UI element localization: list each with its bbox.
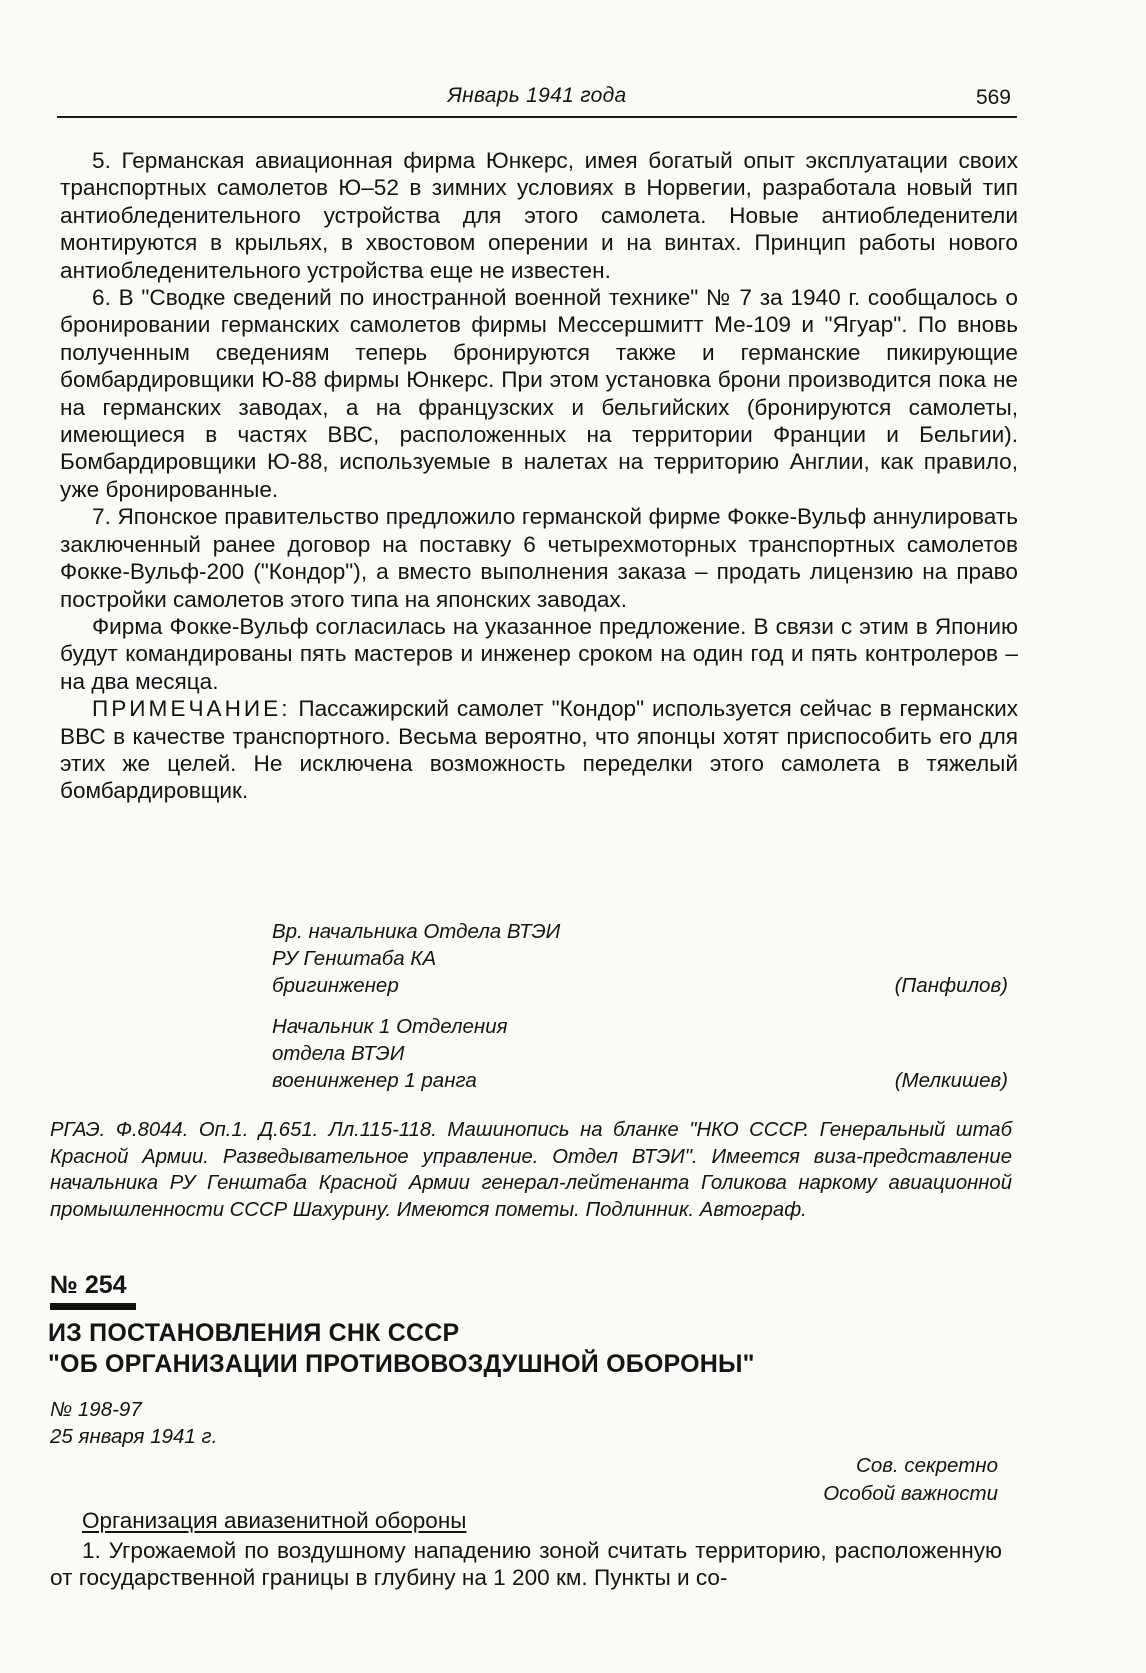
classification-line: Сов. секретно — [856, 1454, 998, 1477]
paragraph-focke-wulf: Фирма Фокке-Вульф согласилась на указанное предложение. В связи с этим в Японию будут командированы пять мастеров и инженер сроком на один год и пять контролеров – на два месяца. — [60, 613, 1018, 694]
note-label: ПРИМЕЧАНИЕ: — [92, 696, 291, 722]
section-body — [50, 1537, 1002, 1592]
signature-section — [60, 918, 1018, 1108]
document-meta — [50, 1396, 217, 1450]
note-paragraph — [60, 695, 1018, 805]
document-number: № 254 — [50, 1271, 127, 1299]
note-text: Пассажирский самолет "Кондор" используется сейчас в германских ВВС в качестве транспортного. Весьма вероятно, что японцы хотят приспособить его для этих же целей. Не исключена возможность переделки этого самолета в тяжелый бомбардировщик. — [60, 696, 1018, 804]
signature-title-line: Начальник 1 Отделения — [272, 1015, 508, 1038]
archive-source-note: РГАЭ. Ф.8044. Оп.1. Д.651. Лл.115-118. Машинопись на бланке "НКО СССР. Генеральный штаб Красной Армии. Разведывательное управление. Отдел ВТЭИ". Имеется виза-представление начальника РУ Генштаба Красной Армии генерал-лейтенанта Голикова наркому авиационной промышленности СССР Шахурину. Имеются пометы. Подлинник. Автограф. — [50, 1119, 1012, 1221]
signature-title-line: бригинженер — [272, 974, 399, 997]
section-heading: Организация авиазенитной обороны — [82, 1508, 467, 1533]
signature-title-line: военинженер 1 ранга — [272, 1069, 477, 1092]
page-number: 569 — [975, 86, 1011, 109]
classification-line: Особой важности — [823, 1482, 998, 1505]
paragraph-item-7: 7. Японское правительство предложило германской фирме Фокке-Вульф аннулировать заключенный ранее договор на поставку 6 четырехмоторных транспортных самолетов Фокке-Вульф-200 ("Кондор"), а вместо выполнения заказа – продать лицензию на право постройки самолетов этого типа на японских заводах. — [60, 504, 1018, 612]
heading-rule — [50, 1303, 136, 1310]
signatory-name: (Панфилов) — [894, 974, 1008, 997]
document-title-line: ИЗ ПОСТАНОВЛЕНИЯ СНК СССР — [48, 1319, 460, 1347]
document-date: 25 января 1941 г. — [50, 1425, 218, 1448]
registration-number: № 198-97 — [50, 1398, 142, 1421]
secrecy-classification — [823, 1452, 998, 1508]
signature-block-2 — [60, 1013, 1018, 1094]
section-paragraph: 1. Угрожаемой по воздушному нападению зоной считать территорию, расположенную от государственной границы в глубину на 1 200 км. Пункты и со- — [50, 1538, 1002, 1591]
document-title-line: "ОБ ОРГАНИЗАЦИИ ПРОТИВОВОЗДУШНОЙ ОБОРОНЫ" — [48, 1350, 755, 1378]
signature-title-line: Вр. начальника Отдела ВТЭИ — [272, 920, 561, 943]
signatory-name: (Мелкишев) — [894, 1069, 1008, 1092]
signature-block-1 — [60, 918, 1018, 999]
paragraph-item-6: 6. В "Сводке сведений по иностранной военной технике" № 7 за 1940 г. сообщалось о бронировании германских самолетов фирмы Мессершмитт Ме-109 и "Ягуар". По вновь полученным сведениям теперь бронируются также и германские пикирующие бомбардировщики Ю-88 фирмы Юнкерс. При этом установка брони производится пока не на германских заводах, а на французских и бельгийских (бронируются самолеты, имеющиеся в частях ВВС, расположенных на территории Франции и Бельгии). Бомбардировщики Ю-88, используемые в налетах на территорию Англии, как правило, уже бронированные. — [60, 285, 1018, 502]
report-body — [60, 147, 1018, 805]
document-title — [48, 1318, 1008, 1380]
signature-title-line: отдела ВТЭИ — [272, 1042, 405, 1065]
signature-title-line: РУ Генштаба КА — [272, 947, 437, 970]
running-title: Январь 1941 года — [447, 84, 627, 107]
page-header — [57, 82, 1017, 118]
paragraph-item-5: 5. Германская авиационная фирма Юнкерс, имея богатый опыт эксплуатации своих транспортных самолетов Ю–52 в зимних условиях в Норвегии, разработала новый тип антиобледенительного устройства для этого самолета. Новые антиобледенители монтируются в крыльях, в хвостовом оперении и на винтах. Принцип работы нового антиобледенительного устройства еще не известен. — [60, 148, 1018, 283]
